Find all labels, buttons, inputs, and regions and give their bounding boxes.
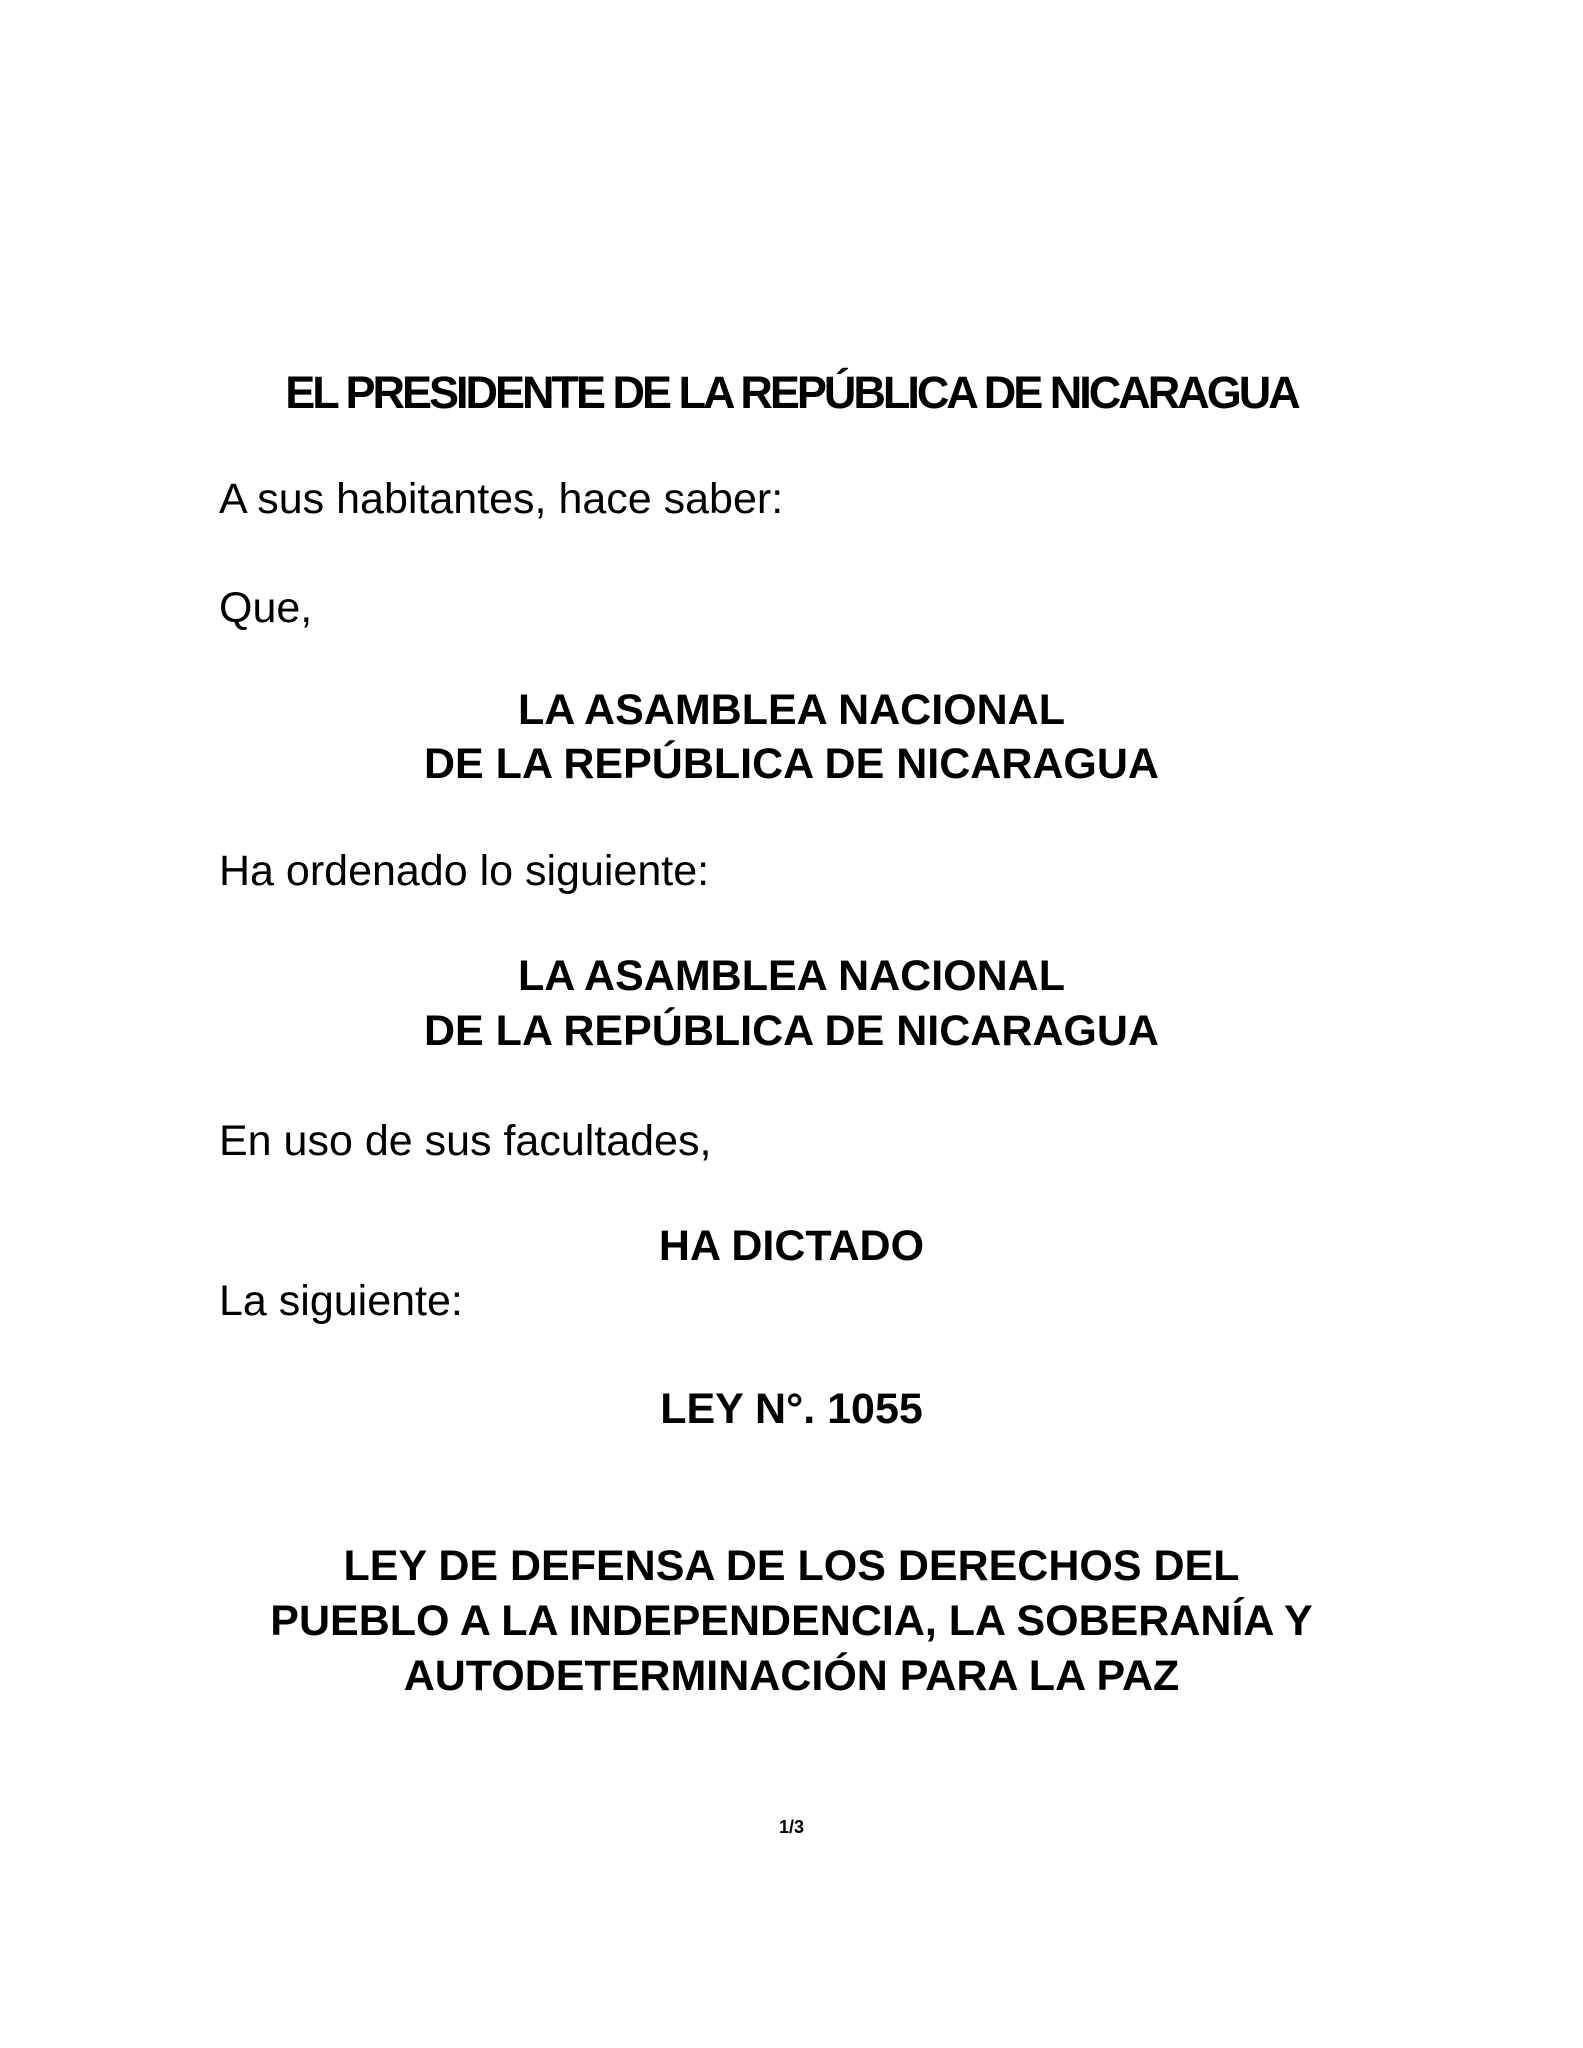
faculties-text: En uso de sus facultades, <box>219 1117 712 1165</box>
law-title-line-1: LEY DE DEFENSA DE LOS DERECHOS DEL <box>343 1542 1240 1590</box>
que-text: Que, <box>219 584 313 632</box>
assembly-heading-2-line-1: LA ASAMBLEA NACIONAL <box>517 952 1065 1000</box>
assembly-heading-1-line-2: DE LA REPÚBLICA DE NICARAGUA <box>424 740 1159 788</box>
intro-text: A sus habitantes, hace saber: <box>219 475 784 523</box>
assembly-heading-1-line-1: LA ASAMBLEA NACIONAL <box>517 686 1065 734</box>
law-number: LEY N°. 1055 <box>660 1385 923 1433</box>
dictated-heading: HA DICTADO <box>658 1222 925 1270</box>
law-title-line-2: PUEBLO A LA INDEPENDENCIA, LA SOBERANÍA Y <box>270 1597 1313 1645</box>
following-text: La siguiente: <box>219 1277 463 1325</box>
page-number: 1/3 <box>778 1817 805 1837</box>
ordered-text: Ha ordenado lo siguiente: <box>219 847 710 895</box>
document-title: EL PRESIDENTE DE LA REPÚBLICA DE NICARAGUA <box>285 367 1298 418</box>
law-title-line-3: AUTODETERMINACIÓN PARA LA PAZ <box>403 1652 1180 1700</box>
assembly-heading-2-line-2: DE LA REPÚBLICA DE NICARAGUA <box>424 1007 1159 1055</box>
